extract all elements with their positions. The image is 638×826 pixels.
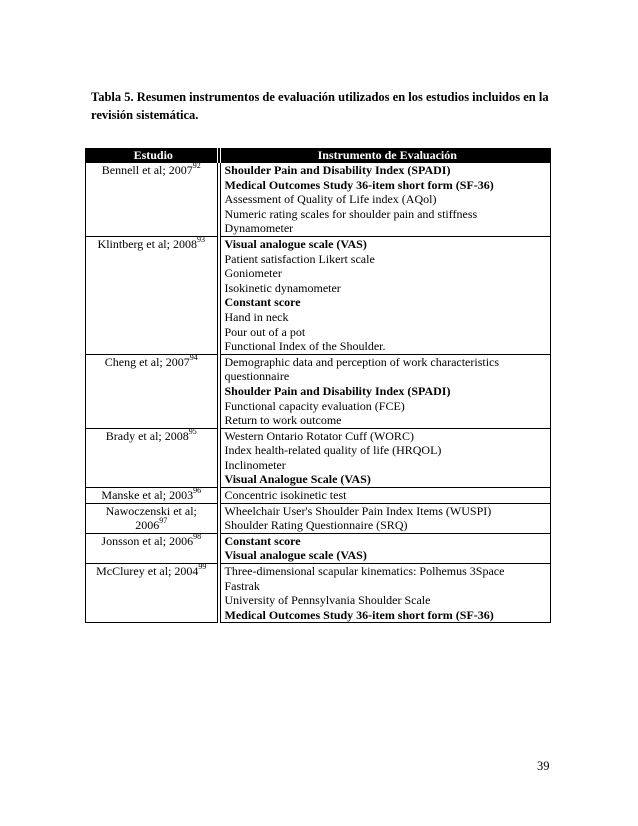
study-name: Nawoczenski et al; 2006 xyxy=(105,503,197,533)
instrument-item: Numeric rating scales for shoulder pain and stiffness xyxy=(224,206,478,221)
caption-line-1: Tabla 5. Resumen instrumentos de evaluación utilizados en los estudios incluidos en la xyxy=(91,90,549,104)
study-name: Klintberg et al; 2008 xyxy=(97,236,197,251)
instrument-item: Return to work outcome xyxy=(224,413,342,428)
study-name: Brady et al; 2008 xyxy=(105,428,189,443)
instrument-item: Visual Analogue Scale (VAS) xyxy=(224,472,371,487)
instruments-cell xyxy=(219,533,551,563)
table-caption xyxy=(91,88,561,124)
table-row xyxy=(86,503,551,533)
study-reference: 97 xyxy=(159,516,168,526)
table-header-row xyxy=(86,148,551,163)
table-row xyxy=(86,428,551,487)
instrument-item: Western Ontario Rotator Cuff (WORC) xyxy=(224,428,414,443)
instrument-item: Index health-related quality of life (HRQOL) xyxy=(224,443,442,458)
table-row xyxy=(86,354,551,428)
instrument-item: Demographic data and perception of work characteristics xyxy=(224,354,500,369)
study-reference: 98 xyxy=(193,531,202,541)
study-name: McClurey et al; 2004 xyxy=(96,564,199,579)
instruments-cell xyxy=(219,503,551,533)
instrument-item: Fastrak xyxy=(224,578,260,593)
instrument-item: Medical Outcomes Study 36-item short form (SF-36) xyxy=(224,177,494,192)
instruments-cell xyxy=(219,488,551,504)
study-reference: 93 xyxy=(196,234,205,244)
study-cell xyxy=(86,564,219,623)
instrument-item: Three-dimensional scapular kinematics: Polhemus 3Space xyxy=(224,564,505,579)
study-reference: 96 xyxy=(193,486,202,496)
instrument-item: Patient satisfaction Likert scale xyxy=(224,251,375,266)
caption-line-2: revisión sistemática. xyxy=(91,108,199,122)
study-cell xyxy=(86,354,219,428)
study-name: Manske et al; 2003 xyxy=(101,488,194,503)
study-reference: 92 xyxy=(192,161,201,170)
study-cell xyxy=(86,236,219,354)
instruments-cell xyxy=(219,236,551,354)
table-body xyxy=(86,163,551,623)
study-cell xyxy=(86,503,219,533)
instrument-item: questionnaire xyxy=(224,369,290,384)
instrument-item: Constant score xyxy=(224,533,301,548)
study-name: Jonsson et al; 2006 xyxy=(101,533,194,548)
table-row xyxy=(86,564,551,623)
instrument-item: Dynamometer xyxy=(224,221,294,236)
instrument-item: Functional Index of the Shoulder. xyxy=(224,339,386,354)
instrument-item: Shoulder Pain and Disability Index (SPADI) xyxy=(224,383,451,398)
instrument-item: Hand in neck xyxy=(224,309,289,324)
instruments-table xyxy=(85,148,551,623)
instrument-item: Visual analogue scale (VAS) xyxy=(224,236,367,251)
instruments-cell xyxy=(219,163,551,236)
instrument-item: Medical Outcomes Study 36-item short form (SF-36) xyxy=(224,607,494,622)
instrument-item: Assessment of Quality of Life index (AQol) xyxy=(224,192,437,207)
instruments-cell xyxy=(219,428,551,487)
instrument-item: Wheelchair User's Shoulder Pain Index Items (WUSPI) xyxy=(224,503,492,518)
instruments-cell xyxy=(219,564,551,623)
instrument-item: Functional capacity evaluation (FCE) xyxy=(224,398,405,413)
header-instrumento: Instrumento de Evaluación xyxy=(219,148,551,163)
instrument-item: Concentric isokinetic test xyxy=(224,488,347,503)
study-reference: 95 xyxy=(188,426,197,436)
instrument-item: Visual analogue scale (VAS) xyxy=(224,548,367,563)
table-row xyxy=(86,163,551,236)
study-name: Bennell et al; 2007 xyxy=(101,163,193,177)
study-cell xyxy=(86,488,219,504)
table-row xyxy=(86,533,551,563)
study-reference: 99 xyxy=(198,562,207,572)
instruments-cell xyxy=(219,354,551,428)
instrument-item: Shoulder Rating Questionnaire (SRQ) xyxy=(224,518,408,533)
instrument-item: Inclinometer xyxy=(224,457,286,472)
table-row xyxy=(86,488,551,504)
study-cell xyxy=(86,428,219,487)
instrument-item: Shoulder Pain and Disability Index (SPADI) xyxy=(224,163,451,177)
instrument-item: Goniometer xyxy=(224,266,282,281)
study-reference: 94 xyxy=(189,352,198,362)
page-number: 39 xyxy=(537,759,550,773)
study-name: Cheng et al; 2007 xyxy=(104,354,190,369)
header-estudio: Estudio xyxy=(86,148,219,163)
instrument-item: Isokinetic dynamometer xyxy=(224,280,341,295)
study-cell xyxy=(86,163,219,236)
instrument-item: Pour out of a pot xyxy=(224,324,306,339)
study-cell xyxy=(86,533,219,563)
instrument-item: Constant score xyxy=(224,295,301,310)
instrument-item: University of Pennsylvania Shoulder Scale xyxy=(224,593,431,608)
table-row xyxy=(86,236,551,354)
